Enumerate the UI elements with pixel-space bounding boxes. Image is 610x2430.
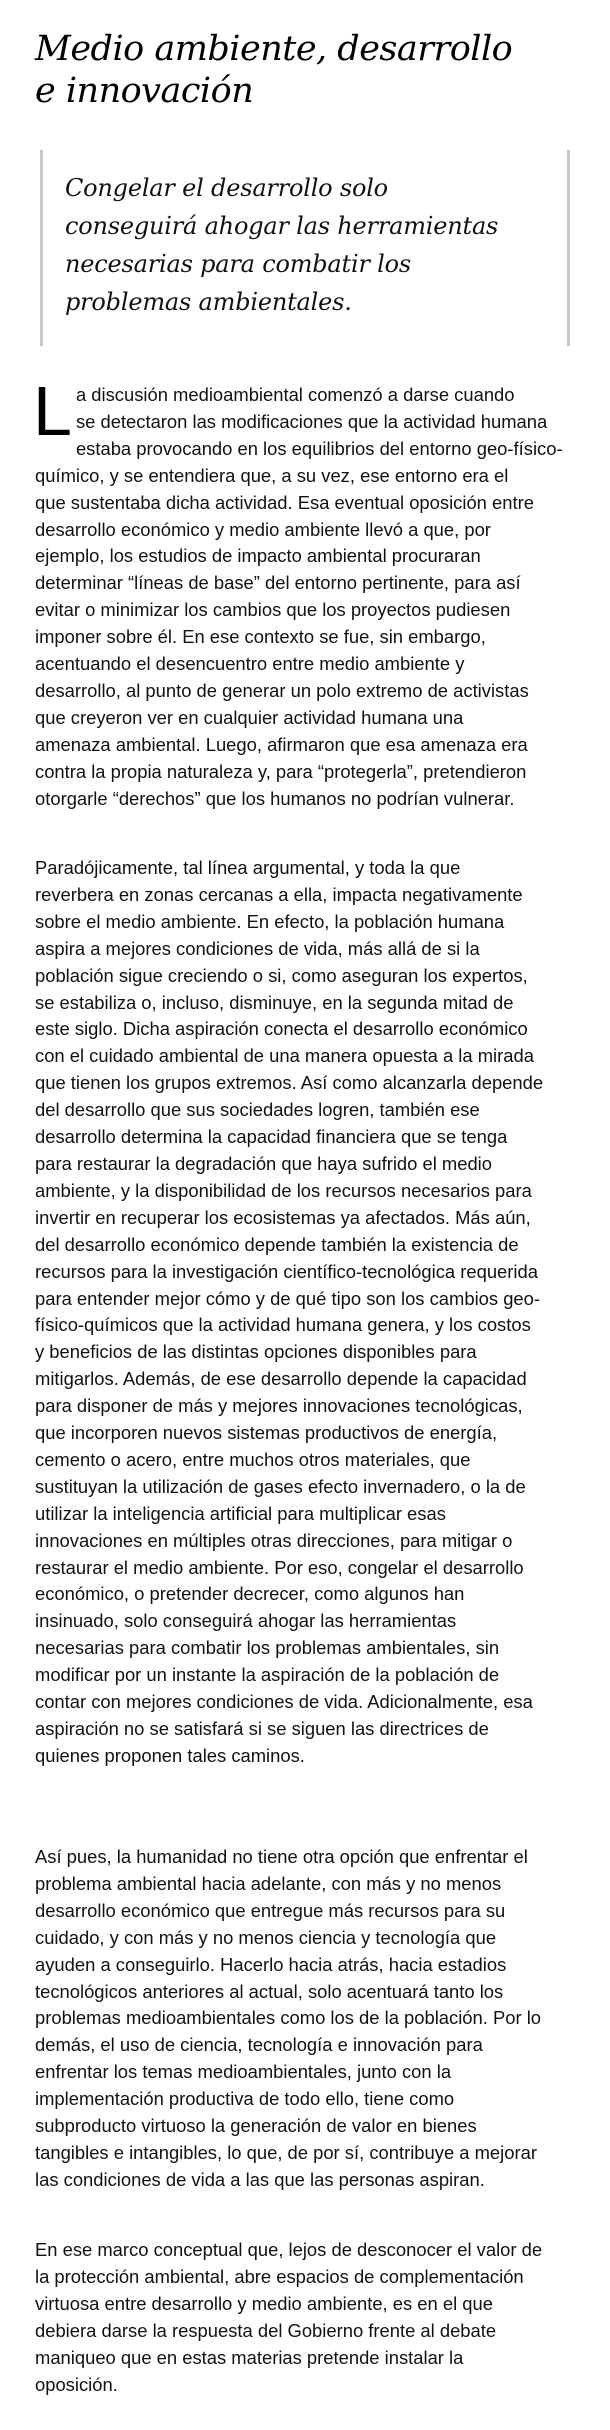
- pull-quote-text: [65, 169, 535, 321]
- text-line: desarrollo, al punto de generar un polo extremo de activistas: [35, 679, 529, 701]
- text-line: En ese marco conceptual que, lejos de desconocer el valor de: [35, 2239, 543, 2260]
- text-line: insinuado, solo conseguirá ahogar las herramientas: [35, 1610, 457, 1632]
- paragraph-lines: [35, 855, 575, 1770]
- text-line: enfrentar los temas medioambientales, junto con la: [35, 2061, 452, 2083]
- text-line: con el cuidado ambiental de una manera opuesta a la mirada: [35, 1045, 534, 1067]
- text-line: para disponer de más y mejores innovaciones tecnológicas,: [35, 1395, 523, 1417]
- text-line: cuidado, y con más y no menos ciencia y tecnología que: [35, 1926, 497, 1948]
- text-line: determinar “líneas de base” del entorno pertinente, para así: [35, 572, 521, 594]
- text-line: este siglo. Dicha aspiración conecta el desarrollo económico: [35, 1018, 528, 1040]
- text-line: estaba provocando en los equilibrios del entorno geo-físico-: [75, 437, 563, 459]
- body-paragraph-1: [33, 372, 575, 813]
- text-line: aspiración no se satisfará si se siguen las directrices de: [35, 1718, 489, 1739]
- text-line: quienes proponen tales caminos.: [35, 1744, 305, 1766]
- text-line: innovaciones en múltiples otras direcciones, para mitigar o: [35, 1529, 513, 1551]
- text-line: económico, o pretender decrecer, como algunos han: [35, 1583, 465, 1605]
- text-line: imponer sobre él. En ese contexto se fue, sin embargo,: [35, 626, 486, 648]
- text-line: desarrollo económico y medio ambiente llevó a que, por: [35, 518, 491, 540]
- text-line: las condiciones de vida a las que las personas aspiran.: [35, 2168, 485, 2190]
- text-line: aspira a mejores condiciones de vida, más allá de si la: [35, 937, 480, 959]
- drop-cap: L: [33, 372, 72, 450]
- text-line: desarrollo económico que entregue más recursos para su: [35, 1899, 506, 1921]
- text-line: problemas medioambientales como los de la población. Por lo: [35, 2007, 542, 2029]
- text-line: ejemplo, los estudios de impacto ambiental procuraran: [35, 545, 481, 567]
- text-line: evitar o minimizar los cambios que los proyectos pudiesen: [35, 599, 511, 621]
- text-line: oposición.: [35, 2373, 118, 2395]
- title-line: Medio ambiente, desarrollo: [35, 29, 513, 69]
- text-line: utilizar la inteligencia artificial para multiplicar esas: [35, 1502, 446, 1524]
- text-line: contra la propia naturaleza y, para “protegerla”, pretendieron: [35, 760, 527, 782]
- text-line: tangibles e intangibles, lo que, de por sí, contribuye a mejorar: [35, 2141, 537, 2163]
- text-line: del desarrollo económico depende también la existencia de: [35, 1233, 519, 1255]
- text-line: invertir en recuperar los ecosistemas ya afectados. Más aún,: [35, 1206, 531, 1228]
- text-line: maniqueo que en estas materias pretende instalar la: [35, 2346, 464, 2368]
- text-line: otorgarle “derechos” que los humanos no podrían vulnerar.: [35, 787, 515, 809]
- text-line: restaurar el medio ambiente. Por eso, congelar el desarrollo: [35, 1556, 524, 1578]
- text-line: modificar por un instante la aspiración de la población de: [35, 1664, 500, 1686]
- paragraph-lines: [33, 372, 575, 813]
- text-line: se estabiliza o, incluso, disminuye, en la segunda mitad de: [35, 991, 514, 1013]
- text-line: sobre el medio ambiente. En efecto, la población humana: [35, 910, 505, 932]
- text-line: desarrollo determina la capacidad financiera que se tenga: [35, 1126, 508, 1148]
- paragraph-lines: [35, 2237, 575, 2398]
- text-line: la protección ambiental, abre espacios de complementación: [35, 2265, 524, 2287]
- text-line: cemento o acero, entre muchos otros materiales, que: [35, 1448, 471, 1470]
- text-line: problema ambiental hacia adelante, con más y no menos: [35, 1872, 502, 1894]
- text-line: para restaurar la degradación que haya sufrido el medio: [35, 1152, 492, 1174]
- text-line: acentuando el desencuentro entre medio ambiente y: [35, 653, 465, 675]
- text-line: para entender mejor cómo y de qué tipo son los cambios geo-: [35, 1287, 541, 1309]
- text-line: virtuosa entre desarrollo y medio ambiente, es en el que: [35, 2292, 493, 2314]
- body-paragraph-4: [35, 2237, 575, 2398]
- text-line: contar con mejores condiciones de vida. Adicionalmente, esa: [35, 1691, 533, 1713]
- text-line: se detectaron las modificaciones que la actividad humana: [75, 410, 548, 432]
- text-line: amenaza ambiental. Luego, afirmaron que esa amenaza era: [35, 733, 528, 755]
- pull-quote-line: conseguirá ahogar las herramientas: [65, 212, 499, 240]
- text-line: demás, el uso de ciencia, tecnología e innovación para: [35, 2034, 483, 2056]
- title-line: e innovación: [35, 71, 254, 111]
- body-paragraph-3: [35, 1844, 575, 2194]
- text-line: que sustentaba dicha actividad. Esa eventual oposición entre: [35, 491, 534, 513]
- pull-quote-line: Congelar el desarrollo solo: [65, 174, 388, 202]
- text-line: ambiente, y la disponibilidad de los recursos necesarios para: [35, 1179, 532, 1201]
- text-line: que tienen los grupos extremos. Así como alcanzarla depende: [35, 1072, 544, 1094]
- text-line: recursos para la investigación científico-tecnológica requerida: [35, 1260, 538, 1282]
- text-line: y beneficios de las distintas opciones disponibles para: [35, 1341, 477, 1363]
- text-line: población sigue creciendo o si, como aseguran los expertos,: [35, 964, 528, 986]
- text-line: que incorporen nuevos sistemas productivos de energía,: [35, 1422, 498, 1444]
- text-line: subproducto virtuoso la generación de valor en bienes: [35, 2115, 477, 2137]
- text-line: tecnológicos anteriores al actual, solo acentuará tanto los: [35, 1980, 504, 2002]
- text-line: del desarrollo que sus sociedades logren, también ese: [35, 1099, 480, 1121]
- text-line: físico-químicos que la actividad humana genera, y los costos: [35, 1314, 531, 1336]
- text-line: necesarias para combatir los problemas ambientales, sin: [35, 1637, 500, 1659]
- text-line: sustituyan la utilización de gases efecto invernadero, o la de: [35, 1475, 526, 1497]
- text-line: ayuden a conseguirlo. Hacerlo hacia atrás, hacia estadios: [35, 1953, 507, 1975]
- text-line: implementación productiva de todo ello, tiene como: [35, 2088, 455, 2110]
- text-line: mitigarlos. Además, de ese desarrollo depende la capacidad: [35, 1368, 527, 1390]
- pull-quote: [40, 150, 570, 346]
- text-line: debiera darse la respuesta del Gobierno frente al debate: [35, 2319, 497, 2341]
- pull-quote-line: necesarias para combatir los: [65, 250, 411, 278]
- text-line: que creyeron ver en cualquier actividad humana una: [35, 706, 464, 728]
- text-line: químico, y se entendiera que, a su vez, ese entorno era el: [35, 464, 509, 486]
- article-title: [35, 28, 575, 112]
- body-paragraph-2: [35, 855, 575, 1770]
- paragraph-lines: [35, 1844, 575, 2194]
- text-line: reverbera en zonas cercanas a ella, impacta negativamente: [35, 883, 523, 905]
- text-line: Paradójicamente, tal línea argumental, y toda la que: [35, 857, 461, 878]
- pull-quote-line: problemas ambientales.: [65, 288, 352, 316]
- text-line: a discusión medioambiental comenzó a darse cuando: [75, 384, 515, 405]
- text-line: Así pues, la humanidad no tiene otra opción que enfrentar el: [35, 1846, 528, 1867]
